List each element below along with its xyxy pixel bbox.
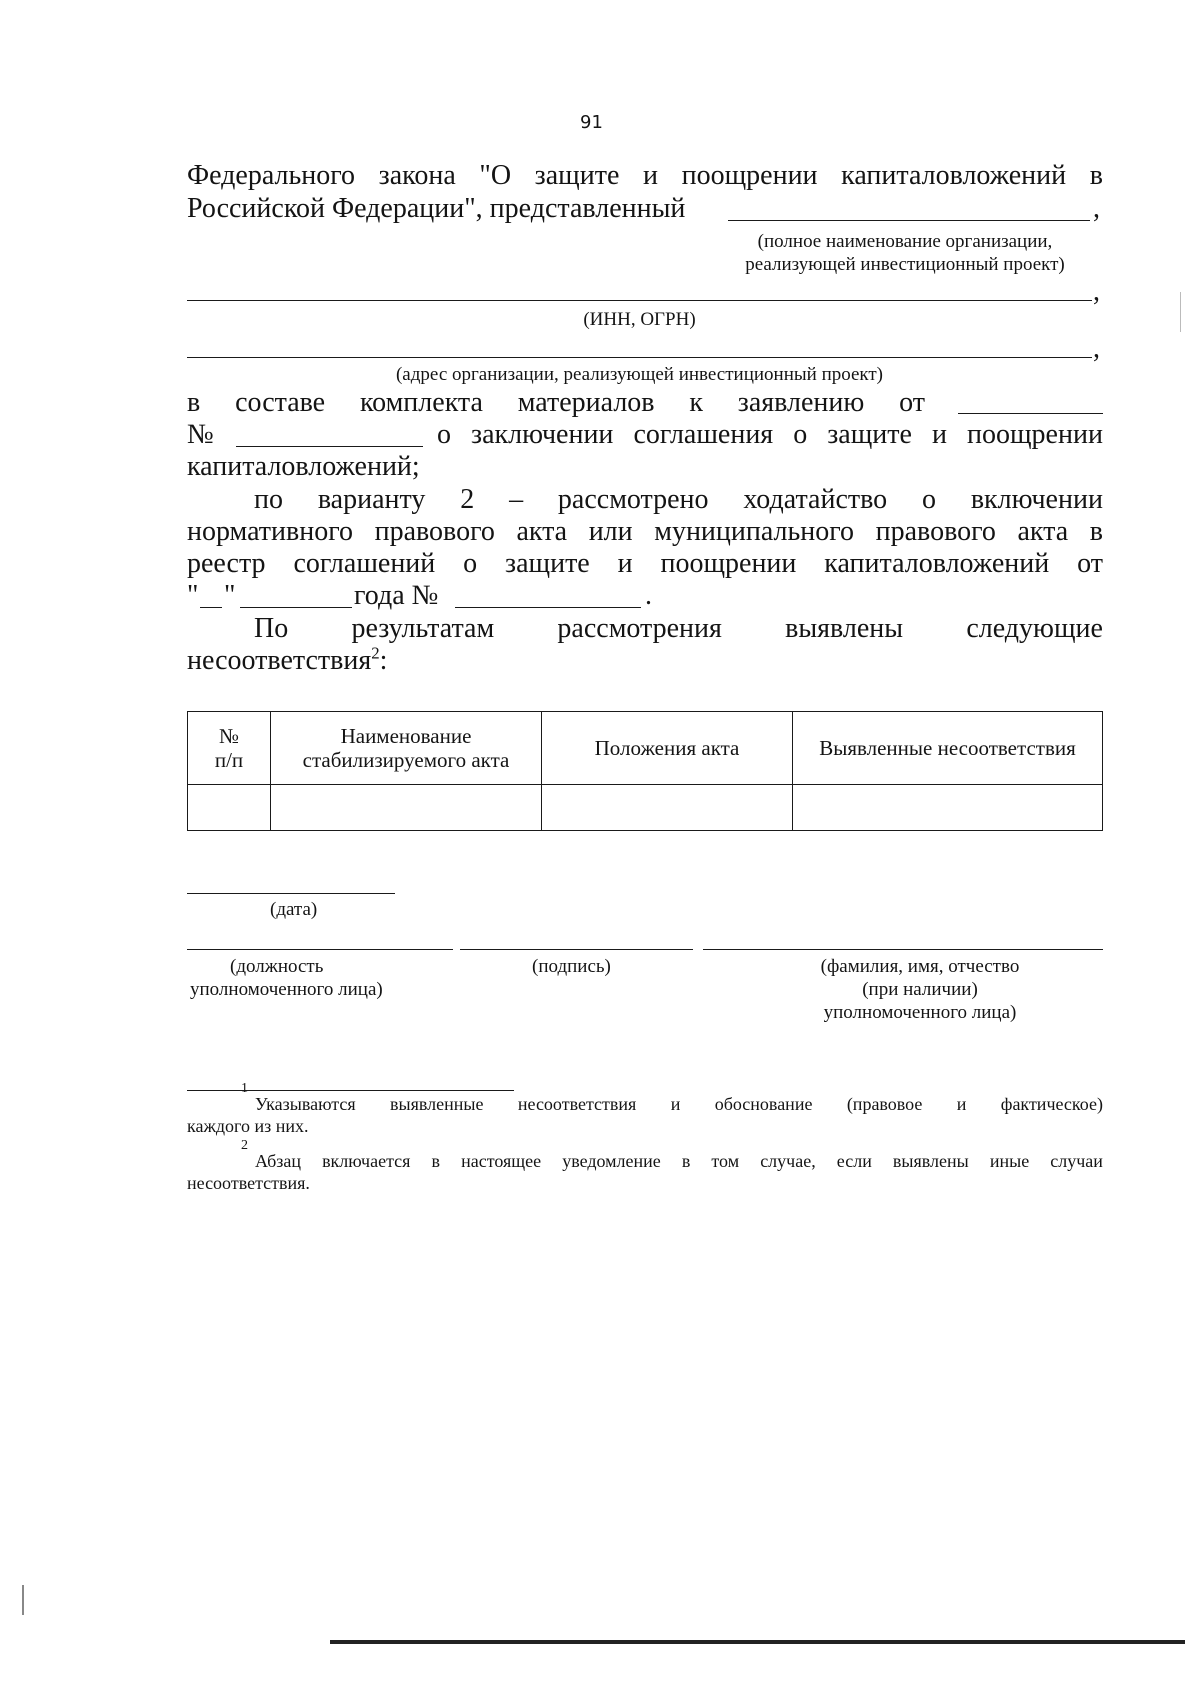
word: защите <box>534 160 620 191</box>
header-cell-nonconformities <box>793 712 1103 785</box>
signature-blank <box>460 949 693 950</box>
position-label <box>190 955 440 1001</box>
word: от <box>899 387 925 418</box>
word: том <box>711 1151 740 1171</box>
scan-edge-bottom <box>330 1640 1185 1644</box>
word: соглашений <box>293 548 436 579</box>
header-cell-act-name <box>271 712 542 785</box>
body-line-b <box>437 419 1103 451</box>
application-number-blank <box>236 446 423 447</box>
word: в <box>1089 160 1103 191</box>
header-text: Положения акта <box>594 736 740 760</box>
scan-edge-left <box>22 1585 24 1615</box>
word: случае, <box>760 1151 816 1171</box>
word: и <box>617 548 633 579</box>
fio-blank <box>703 949 1103 950</box>
word: выявлены <box>785 613 904 644</box>
header-text: № <box>218 724 240 748</box>
word: рассмотрения <box>557 613 722 644</box>
word: о <box>793 419 808 450</box>
inn-ogrn-hint: (ИНН, ОГРН) <box>583 309 696 330</box>
label-line: уполномоченного лица) <box>823 1002 1017 1023</box>
address-hint: (адрес организации, реализующей инвестиционный проект) <box>395 364 884 385</box>
word: 1 Указываются <box>241 1081 356 1114</box>
fio-label <box>790 955 1050 1024</box>
comma: , <box>1093 193 1100 224</box>
hint-line: (полное наименование организации, <box>757 231 1053 252</box>
word: и <box>931 419 947 450</box>
word: результатам <box>351 613 495 644</box>
word: – <box>509 484 524 515</box>
header-text: п/п <box>214 748 244 772</box>
footnote-line: каждого из них. <box>187 1116 309 1136</box>
word: заявлению <box>737 387 865 418</box>
word-text: Абзац <box>255 1151 301 1171</box>
word: поощрении <box>681 160 818 191</box>
footnote-separator <box>187 1090 514 1091</box>
colon: : <box>379 645 388 676</box>
word: По <box>254 613 289 644</box>
word: рассмотрено <box>557 484 709 515</box>
address-blank <box>187 357 1092 358</box>
header-text: стабилизируемого акта <box>302 748 510 772</box>
header-cell-number <box>188 712 271 785</box>
para3-line-2 <box>187 645 387 677</box>
word: уведомление <box>562 1151 661 1171</box>
application-date-blank <box>958 413 1103 414</box>
word: настоящее <box>461 1151 542 1171</box>
page-number: 91 <box>580 112 603 133</box>
word: муниципального <box>654 516 855 547</box>
nonconformity-table <box>187 711 1103 831</box>
para3-line-1 <box>254 613 1103 645</box>
word: если <box>836 1151 872 1171</box>
quote-close: " <box>224 580 236 611</box>
word: фактическое) <box>1000 1094 1103 1114</box>
label-line: (фамилия, имя, отчество <box>820 956 1020 977</box>
org-name-blank <box>728 220 1090 221</box>
word: варианту <box>317 484 426 515</box>
header-cell-provisions <box>542 712 793 785</box>
comma: , <box>1093 276 1100 307</box>
comma: , <box>1093 333 1100 364</box>
body-line-a <box>187 387 925 419</box>
word: о <box>463 548 478 579</box>
label-line: (должность <box>230 956 324 977</box>
word: правового <box>875 516 996 547</box>
year-label: года № <box>354 580 439 611</box>
word: или <box>588 516 633 547</box>
org-name-hint <box>720 230 1090 276</box>
word: правового <box>374 516 495 547</box>
word: в <box>187 387 201 418</box>
label-line: (при наличии) <box>862 979 978 1000</box>
intro-line-2: Российской Федерации", представленный <box>187 193 686 224</box>
footnote-line: несоответствия. <box>187 1173 310 1193</box>
day-blank <box>200 607 222 608</box>
word: от <box>1077 548 1103 579</box>
footnote-line <box>187 1081 1103 1115</box>
word: заключении <box>471 419 614 450</box>
table-cell <box>188 785 271 831</box>
footnote-1 <box>187 1081 1103 1137</box>
word: несоответствия <box>517 1094 637 1114</box>
month-blank <box>240 607 352 608</box>
para2-line-1 <box>254 484 1103 516</box>
word: выявленные <box>390 1094 484 1114</box>
para2-line-3 <box>187 548 1103 580</box>
table-cell <box>542 785 793 831</box>
word: материалов <box>517 387 655 418</box>
period: . <box>645 580 652 611</box>
word: случаи <box>1050 1151 1103 1171</box>
para3-text: несоответствия <box>187 645 372 676</box>
label-line: уполномоченного лица) <box>190 979 383 1000</box>
word: (правовое <box>846 1094 923 1114</box>
word: реестр <box>187 548 266 579</box>
header-text: Выявленные несоответствия <box>819 736 1076 760</box>
header-text: Наименование <box>340 724 472 748</box>
table-cell <box>271 785 542 831</box>
word: защите <box>827 419 912 450</box>
word: следующие <box>966 613 1103 644</box>
body-line-c: капиталовложений; <box>187 451 420 482</box>
word: 2 Абзац <box>241 1138 301 1171</box>
table-row <box>188 785 1103 831</box>
word: поощрении <box>967 419 1103 450</box>
table-cell <box>793 785 1103 831</box>
position-blank <box>187 949 453 950</box>
number-sign: № <box>187 419 214 450</box>
word: поощрении <box>660 548 797 579</box>
word-text: Указываются <box>255 1094 356 1114</box>
word: составе <box>235 387 326 418</box>
registry-number-blank <box>455 607 641 608</box>
table-header-row <box>188 712 1103 785</box>
word: о <box>437 419 451 450</box>
word: включении <box>970 484 1103 515</box>
word: капиталовложений <box>841 160 1067 191</box>
date-blank <box>187 893 395 894</box>
scan-edge-right <box>1180 292 1181 332</box>
word: акта <box>1017 516 1069 547</box>
word: о <box>921 484 936 515</box>
word: по <box>254 484 283 515</box>
signature-label: (подпись) <box>532 956 611 977</box>
word: выявлены <box>892 1151 969 1171</box>
word: включается <box>322 1151 411 1171</box>
word: и <box>670 1094 681 1114</box>
word: нормативного <box>187 516 354 547</box>
footnote-line <box>187 1138 1103 1172</box>
footnote-2 <box>187 1138 1103 1194</box>
word: соглашения <box>633 419 774 450</box>
date-label: (дата) <box>270 899 318 920</box>
word: акта <box>516 516 568 547</box>
word: закона <box>378 160 456 191</box>
word: 2 <box>460 484 475 515</box>
word: обоснование <box>714 1094 813 1114</box>
word: ходатайство <box>743 484 888 515</box>
word: капиталовложений <box>824 548 1050 579</box>
word: в <box>1089 516 1103 547</box>
word: в <box>681 1151 691 1171</box>
word: Федерального <box>187 160 356 191</box>
footnote-ref-2: 2 <box>371 643 380 663</box>
word: "О <box>479 160 512 191</box>
word: комплекта <box>359 387 483 418</box>
para2-line-2 <box>187 516 1103 548</box>
intro-line-1 <box>187 160 1103 192</box>
inn-ogrn-blank <box>187 300 1092 301</box>
word: защите <box>505 548 590 579</box>
word: в <box>431 1151 441 1171</box>
word: к <box>689 387 703 418</box>
word: иные <box>989 1151 1030 1171</box>
word: и <box>956 1094 967 1114</box>
hint-line: реализующей инвестиционный проект) <box>745 254 1065 275</box>
word: и <box>643 160 658 191</box>
quote-open: " <box>187 580 199 611</box>
